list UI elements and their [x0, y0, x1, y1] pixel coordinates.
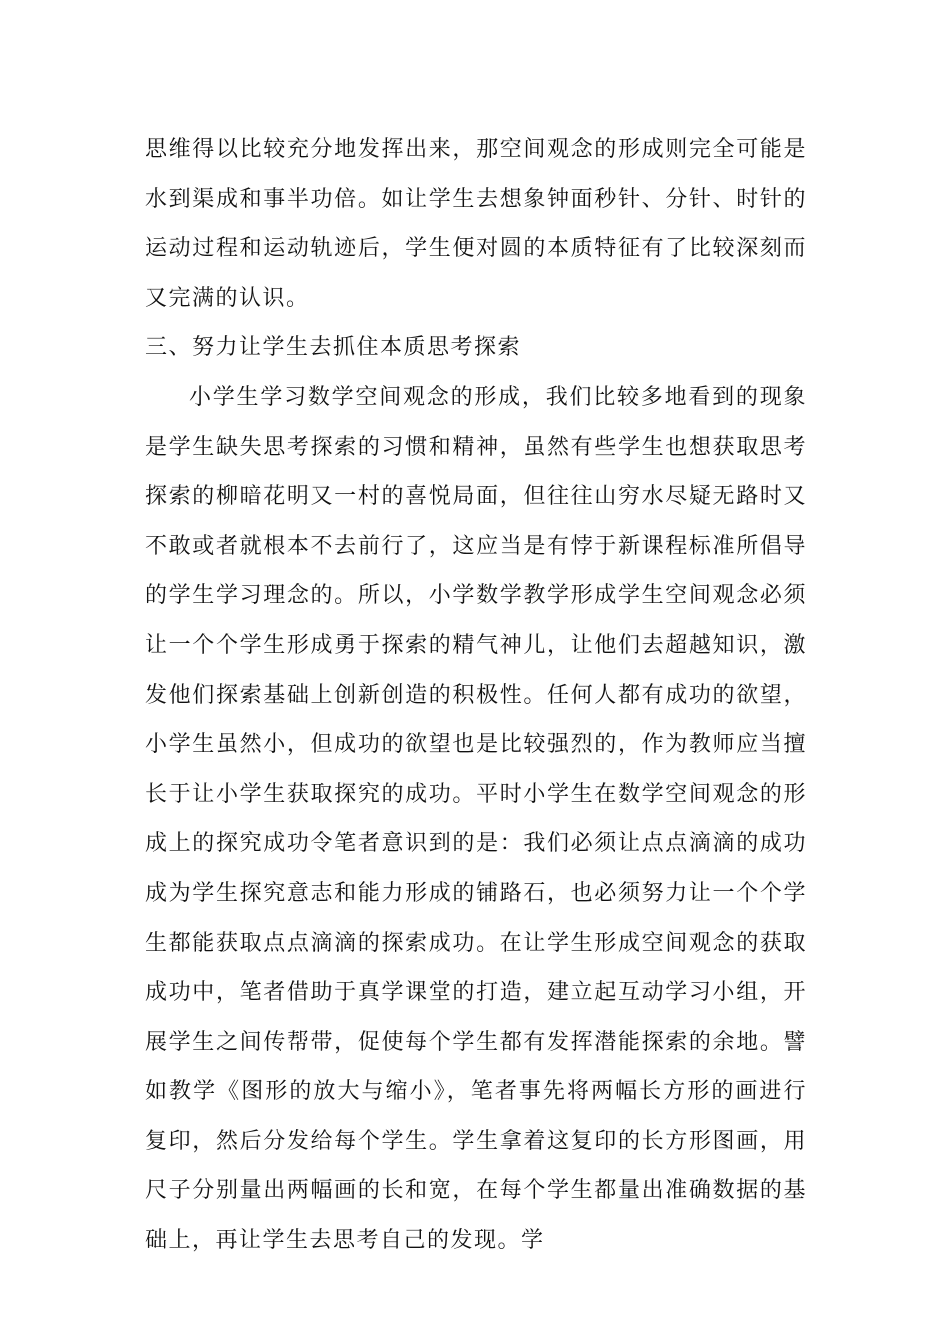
section-heading: 三、努力让学生去抓住本质思考探索 [145, 335, 522, 361]
paragraph-continued: 思维得以比较充分地发挥出来，那空间观念的形成则完全可能是水到渠成和事半功倍。如让学生去想象钟面秒针、分针、时针的运动过程和运动轨迹后，学生便对圆的本质特征有了比较深刻而又完满的认识。 [145, 137, 807, 311]
paragraph-body: 小学生学习数学空间观念的形成，我们比较多地看到的现象是学生缺失思考探索的习惯和精神，虽然有些学生也想获取思考探索的柳暗花明又一村的喜悦局面，但往往山穷水尽疑无路时又不敢或者就根本不去前行了，这应当是有悖于新课程标准所倡导的学生学习理念的。所以，小学数学教学形成学生空间观念必须让一个个学生形成勇于探索的精气神儿，让他们去超越知识，激发他们探索基础上创新创造的积极性。任何人都有成功的欲望，小学生虽然小，但成功的欲望也是比较强烈的，作为教师应当擅长于让小学生获取探究的成功。平时小学生在数学空间观念的形成上的探究成功令笔者意识到的是：我们必须让点点滴滴的成功成为学生探究意志和能力形成的铺路石，也必须努力让一个个学生都能获取点点滴滴的探索成功。在让学生形成空间观念的获取成功中，笔者借助于真学课堂的打造，建立起互动学习小组，开展学生之间传帮带，促使每个学生都有发挥潜能探索的余地。譬如教学《图形的放大与缩小》，笔者事先将两幅长方形的画进行复印，然后分发给每个学生。学生拿着这复印的长方形图画，用尺子分别量出两幅画的长和宽，在每个学生都量出准确数据的基础上，再让学生去思考自己的发现。学 [145, 384, 807, 1254]
document-body [145, 125, 807, 1266]
